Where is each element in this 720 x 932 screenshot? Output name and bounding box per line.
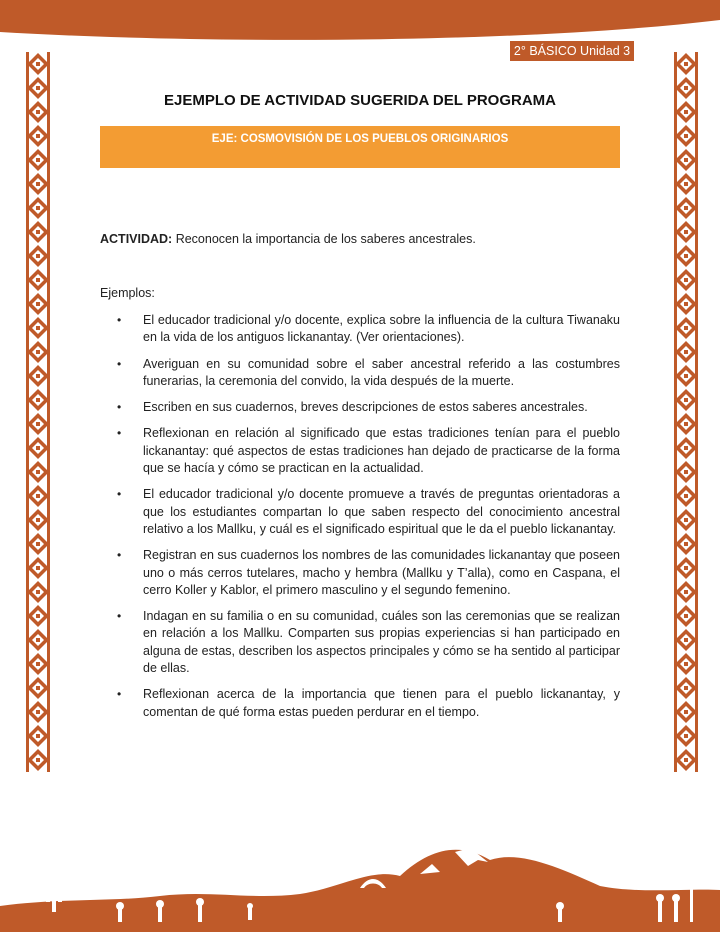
activity-text: Reconocen la importancia de los saberes ancestrales. bbox=[172, 232, 476, 246]
list-item-text: Registran en sus cuadernos los nombres de las comunidades lickanantay que poseen uno o más cerros tutelares, macho y hembra (Mallku y T’alla), como en Caspana, el cerro Koller y Kablor, el primero masculino y el segundo femenino. bbox=[143, 548, 620, 597]
list-item bbox=[100, 486, 620, 538]
page-title: EJEMPLO DE ACTIVIDAD SUGERIDA DEL PROGRAMA bbox=[164, 92, 556, 109]
list-item-text: Reflexionan acerca de la importancia que tienen para el pueblo lickanantay, y comentan de qué forma estas pueden perdurar en el tiempo. bbox=[143, 687, 620, 719]
bullet-icon: • bbox=[117, 687, 122, 702]
activity-label: ACTIVIDAD: bbox=[100, 232, 173, 246]
footer-landscape-illustration bbox=[0, 828, 720, 932]
examples-list bbox=[100, 312, 620, 730]
list-item-text: Escriben en sus cuadernos, breves descripciones de estos saberes ancestrales. bbox=[143, 400, 588, 415]
list-item bbox=[100, 312, 620, 347]
bullet-icon: • bbox=[117, 400, 122, 415]
list-item-text: Reflexionan en relación al significado que estas tradiciones tenían para el pueblo lickanantay: qué aspectos de estas tradiciones han dejado de practicarse de la forma que se hacía y cómo se practican en la actualidad. bbox=[143, 426, 620, 476]
list-item bbox=[100, 686, 620, 721]
bullet-icon: • bbox=[117, 356, 122, 371]
right-decorative-border bbox=[674, 52, 698, 772]
left-decorative-border bbox=[26, 52, 50, 772]
list-item bbox=[100, 425, 620, 477]
list-item bbox=[100, 547, 620, 599]
bullet-icon: • bbox=[117, 313, 122, 327]
grade-unit-tab: 2° BÁSICO Unidad 3 bbox=[508, 41, 636, 61]
list-item bbox=[100, 608, 620, 677]
eje-banner: EJE: COSMOVISIÓN DE LOS PUEBLOS ORIGINARIOS bbox=[100, 126, 620, 168]
list-item-text: El educador tradicional y/o docente, explica sobre la influencia de la cultura Tiwanaku en la vida de los antiguos lickanantay. (Ver orientaciones). bbox=[143, 313, 620, 345]
bullet-icon: • bbox=[117, 426, 122, 441]
list-item-text: Indagan en su familia o en su comunidad, cuáles son las ceremonias que se realizan en relación a los Mallku. Comparten sus propias experiencias si han participado en alguna de estas, describen los aspectos principales y cómo se ha sentido al participar de ellas. bbox=[143, 609, 620, 676]
examples-label: Ejemplos: bbox=[100, 286, 155, 300]
list-item-text: Averiguan en su comunidad sobre el saber ancestral referido a las costumbres funerarias, la ceremonia del convido, la vida después de la muerte. bbox=[143, 356, 620, 388]
list-item bbox=[100, 399, 620, 416]
bullet-icon: • bbox=[117, 487, 122, 502]
bullet-icon: • bbox=[117, 548, 122, 563]
list-item-text: El educador tradicional y/o docente promueve a través de preguntas orientadoras a que los estudiantes compartan lo que saben respecto del conocimiento ancestral relativo a los Mallku, y cuál es el significado espiritual que le da el pueblo lickanantay. bbox=[143, 487, 620, 536]
bullet-icon: • bbox=[117, 609, 122, 624]
list-item bbox=[100, 356, 620, 391]
activity-line bbox=[100, 232, 620, 246]
